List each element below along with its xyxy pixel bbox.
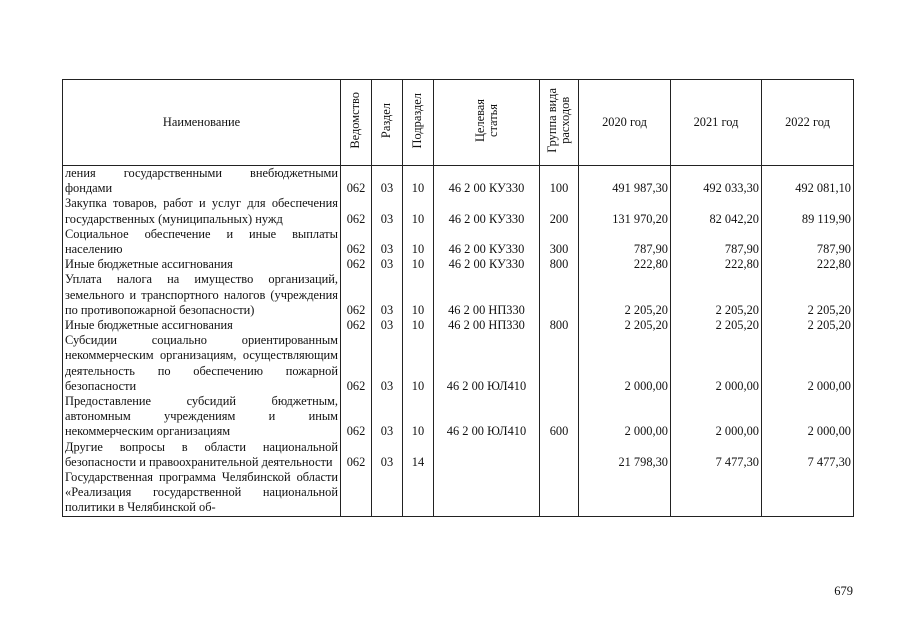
row-podrazdel: 10 bbox=[403, 394, 434, 440]
row-vedomstvo: 062 bbox=[341, 318, 372, 333]
table-row bbox=[63, 333, 854, 394]
row-2020: 2 205,20 bbox=[579, 272, 671, 318]
row-name: Иные бюджетные ассигнования bbox=[63, 257, 341, 272]
table-row bbox=[63, 257, 854, 272]
table-row bbox=[63, 272, 854, 318]
row-2022: 7 477,30 bbox=[762, 440, 854, 470]
row-razdel: 03 bbox=[372, 272, 403, 318]
row-gruppa-vida: 300 bbox=[540, 227, 579, 257]
header-name: Наименование bbox=[63, 80, 341, 166]
row-2021: 82 042,20 bbox=[671, 196, 762, 226]
header-vedomstvo: Ведомство bbox=[348, 92, 363, 149]
row-2022: 492 081,10 bbox=[762, 166, 854, 197]
header-2022: 2022 год bbox=[762, 80, 854, 166]
row-gruppa-vida bbox=[540, 470, 579, 516]
row-tselevaya-statya: 46 2 00 НП330 bbox=[434, 272, 540, 318]
row-name: Социальное обеспечение и иные выплаты населению bbox=[63, 227, 341, 257]
row-podrazdel bbox=[403, 470, 434, 516]
row-vedomstvo: 062 bbox=[341, 196, 372, 226]
row-gruppa-vida: 100 bbox=[540, 166, 579, 197]
table-row bbox=[63, 440, 854, 470]
row-gruppa-vida: 200 bbox=[540, 196, 579, 226]
row-2021: 787,90 bbox=[671, 227, 762, 257]
row-2021: 2 205,20 bbox=[671, 272, 762, 318]
table-header-row bbox=[63, 80, 854, 166]
row-name: Закупка товаров, работ и услуг для обеспечения государственных (муниципальных) нужд bbox=[63, 196, 341, 226]
header-tselevaya-statya bbox=[474, 99, 500, 142]
budget-table bbox=[62, 79, 854, 517]
row-2020: 2 205,20 bbox=[579, 318, 671, 333]
row-2022: 2 205,20 bbox=[762, 272, 854, 318]
row-2022: 2 000,00 bbox=[762, 394, 854, 440]
row-vedomstvo: 062 bbox=[341, 440, 372, 470]
table-row bbox=[63, 166, 854, 197]
row-vedomstvo: 062 bbox=[341, 257, 372, 272]
row-tselevaya-statya bbox=[434, 470, 540, 516]
row-2022: 2 000,00 bbox=[762, 333, 854, 394]
row-podrazdel: 10 bbox=[403, 166, 434, 197]
row-gruppa-vida: 800 bbox=[540, 318, 579, 333]
row-vedomstvo bbox=[341, 470, 372, 516]
row-2022: 787,90 bbox=[762, 227, 854, 257]
row-name: Предоставление субсидий бюджетным, автономным учреждениям и иным некоммерческим организациям bbox=[63, 394, 341, 440]
header-podrazdel: Подраздел bbox=[410, 92, 425, 149]
row-tselevaya-statya: 46 2 00 КУ330 bbox=[434, 166, 540, 197]
table-row bbox=[63, 470, 854, 516]
row-razdel: 03 bbox=[372, 394, 403, 440]
header-gruppa-vida-rashodov bbox=[546, 88, 572, 153]
header-gruppa-line2: расходов bbox=[558, 96, 572, 144]
row-vedomstvo: 062 bbox=[341, 272, 372, 318]
row-razdel: 03 bbox=[372, 257, 403, 272]
row-vedomstvo: 062 bbox=[341, 394, 372, 440]
row-2021: 222,80 bbox=[671, 257, 762, 272]
row-2020: 21 798,30 bbox=[579, 440, 671, 470]
row-tselevaya-statya: 46 2 00 НП330 bbox=[434, 318, 540, 333]
row-podrazdel: 10 bbox=[403, 196, 434, 226]
row-2021: 2 000,00 bbox=[671, 333, 762, 394]
row-tselevaya-statya: 46 2 00 КУ330 bbox=[434, 257, 540, 272]
header-gruppa-line1: Группа вида bbox=[545, 88, 559, 153]
row-razdel: 03 bbox=[372, 166, 403, 197]
table-row bbox=[63, 196, 854, 226]
row-razdel: 03 bbox=[372, 196, 403, 226]
row-gruppa-vida bbox=[540, 440, 579, 470]
row-razdel: 03 bbox=[372, 333, 403, 394]
row-tselevaya-statya: 46 2 00 ЮЛ410 bbox=[434, 394, 540, 440]
row-tselevaya-statya: 46 2 00 КУ330 bbox=[434, 196, 540, 226]
header-tselevaya-line2: статья bbox=[485, 103, 500, 137]
row-2021 bbox=[671, 470, 762, 516]
row-2020 bbox=[579, 470, 671, 516]
row-2021: 492 033,30 bbox=[671, 166, 762, 197]
row-podrazdel: 10 bbox=[403, 318, 434, 333]
row-name: ления государственными внебюджетными фондами bbox=[63, 166, 341, 197]
row-tselevaya-statya: 46 2 00 ЮЛ410 bbox=[434, 333, 540, 394]
row-2020: 787,90 bbox=[579, 227, 671, 257]
header-2021: 2021 год bbox=[671, 80, 762, 166]
row-2021: 7 477,30 bbox=[671, 440, 762, 470]
row-name: Иные бюджетные ассигнования bbox=[63, 318, 341, 333]
row-name: Уплата налога на имущество организаций, земельного и транспортного налогов (учреждения по противопожарной безопасности) bbox=[63, 272, 341, 318]
row-gruppa-vida: 600 bbox=[540, 394, 579, 440]
row-2021: 2 000,00 bbox=[671, 394, 762, 440]
row-2022: 222,80 bbox=[762, 257, 854, 272]
row-razdel bbox=[372, 470, 403, 516]
row-tselevaya-statya: 46 2 00 КУ330 bbox=[434, 227, 540, 257]
row-name: Субсидии социально ориентированным некоммерческим организациям, осуществляющим деятельность по обеспечению пожарной безопасности bbox=[63, 333, 341, 394]
row-vedomstvo: 062 bbox=[341, 333, 372, 394]
row-gruppa-vida bbox=[540, 272, 579, 318]
row-podrazdel: 14 bbox=[403, 440, 434, 470]
row-podrazdel: 10 bbox=[403, 272, 434, 318]
row-2020: 491 987,30 bbox=[579, 166, 671, 197]
row-vedomstvo: 062 bbox=[341, 166, 372, 197]
row-2022 bbox=[762, 470, 854, 516]
header-razdel: Раздел bbox=[379, 102, 394, 138]
row-2021: 2 205,20 bbox=[671, 318, 762, 333]
row-2022: 89 119,90 bbox=[762, 196, 854, 226]
row-podrazdel: 10 bbox=[403, 333, 434, 394]
header-tselevaya-line1: Целевая bbox=[472, 98, 487, 142]
row-tselevaya-statya bbox=[434, 440, 540, 470]
row-2022: 2 205,20 bbox=[762, 318, 854, 333]
row-razdel: 03 bbox=[372, 227, 403, 257]
row-podrazdel: 10 bbox=[403, 227, 434, 257]
row-name: Другие вопросы в области национальной безопасности и правоохранительной деятельности bbox=[63, 440, 341, 470]
row-2020: 222,80 bbox=[579, 257, 671, 272]
row-podrazdel: 10 bbox=[403, 257, 434, 272]
row-2020: 2 000,00 bbox=[579, 333, 671, 394]
table-row bbox=[63, 318, 854, 333]
table-row bbox=[63, 394, 854, 440]
row-gruppa-vida bbox=[540, 333, 579, 394]
row-razdel: 03 bbox=[372, 440, 403, 470]
row-vedomstvo: 062 bbox=[341, 227, 372, 257]
page-number: 679 bbox=[834, 584, 853, 598]
row-gruppa-vida: 800 bbox=[540, 257, 579, 272]
header-2020: 2020 год bbox=[579, 80, 671, 166]
row-2020: 2 000,00 bbox=[579, 394, 671, 440]
row-name: Государственная программа Челябинской области «Реализация государственной национальной политики в Челябинской об- bbox=[63, 470, 341, 516]
table-row bbox=[63, 227, 854, 257]
row-razdel: 03 bbox=[372, 318, 403, 333]
row-2020: 131 970,20 bbox=[579, 196, 671, 226]
